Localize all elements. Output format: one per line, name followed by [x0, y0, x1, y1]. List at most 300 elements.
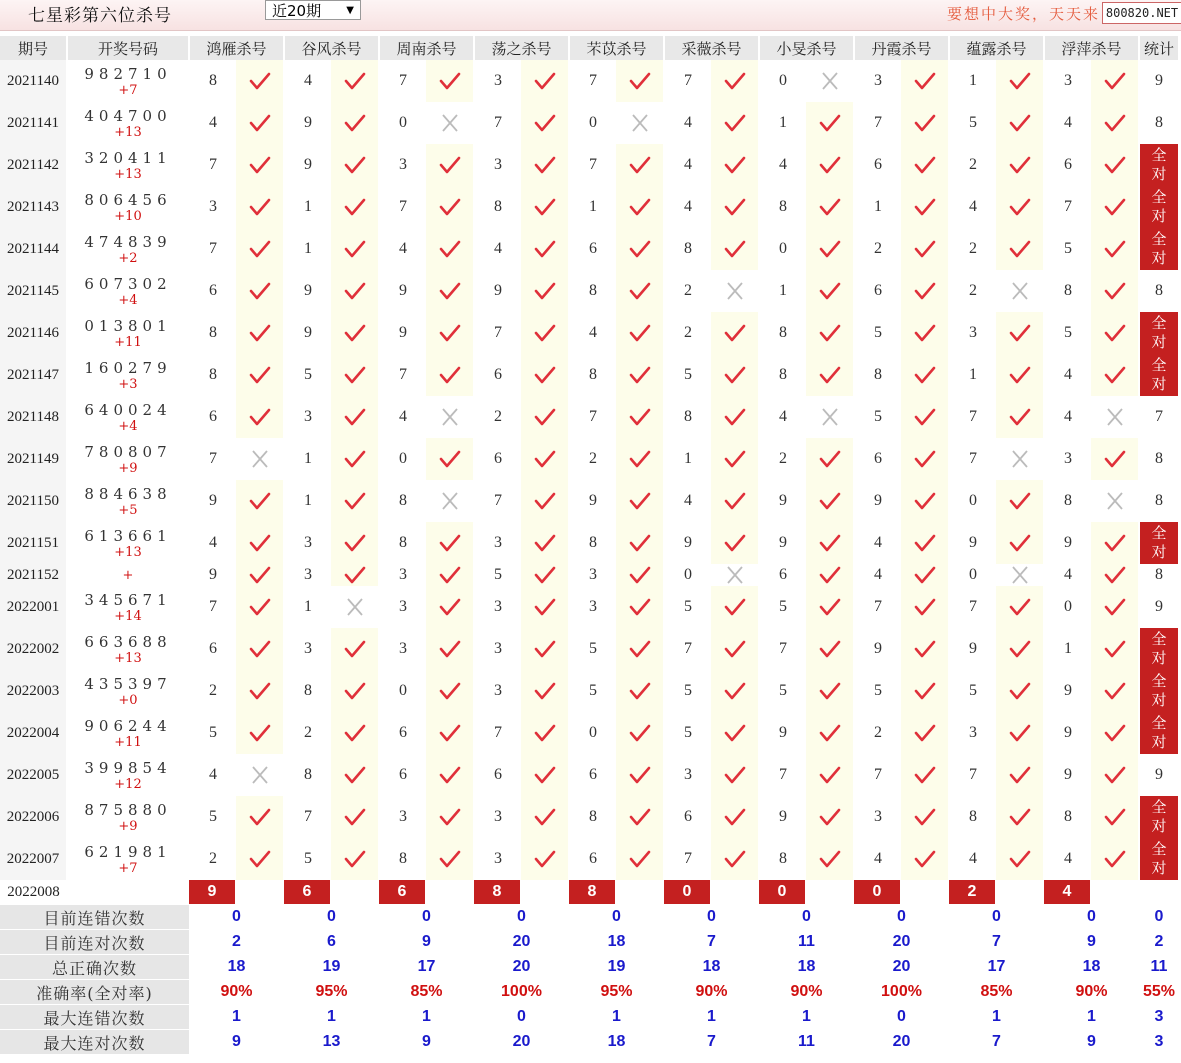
check-icon	[521, 354, 568, 396]
kill-number: 9	[760, 522, 806, 564]
check-icon	[426, 522, 473, 564]
column-header: 谷风杀号	[284, 36, 379, 60]
kill-number: 4	[760, 396, 806, 438]
kill-number: 7	[570, 144, 616, 186]
predictor-cell	[854, 228, 949, 270]
check-icon	[711, 228, 758, 270]
column-header: 周南杀号	[379, 36, 474, 60]
predictor-cell	[379, 396, 474, 438]
check-icon	[901, 838, 948, 880]
predictor-cell	[474, 670, 569, 712]
predictor-cell	[854, 480, 949, 522]
summary-label: 最大连错次数	[0, 1005, 189, 1030]
draw-sum: +9	[118, 461, 138, 476]
summary-value: 0	[1139, 905, 1179, 930]
summary-value: 19	[569, 955, 664, 980]
check-icon	[331, 838, 378, 880]
period-cell: 2021151	[0, 522, 67, 564]
draw-numbers: 607302	[84, 275, 172, 293]
kill-number: 3	[855, 796, 901, 838]
summary-value: 90%	[759, 980, 854, 1005]
kill-number: 3	[285, 564, 331, 586]
predictor-cell	[189, 228, 284, 270]
predictor-cell	[759, 480, 854, 522]
kill-number: 4	[855, 564, 901, 586]
kill-number: 0	[570, 712, 616, 754]
predictor-cell	[759, 312, 854, 354]
table-row	[0, 60, 1179, 102]
summary-value: 1	[759, 1005, 854, 1030]
predictor-cell	[854, 754, 949, 796]
kill-number: 6	[190, 270, 236, 312]
predictor-cell	[189, 60, 284, 102]
kill-number: 3	[190, 186, 236, 228]
predictor-cell	[949, 60, 1044, 102]
draw-numbers: 613661	[84, 527, 172, 545]
draw-cell	[67, 754, 189, 796]
predictor-cell	[474, 144, 569, 186]
cross-icon	[1091, 480, 1138, 522]
summary-value: 7	[949, 930, 1044, 955]
check-icon	[806, 754, 853, 796]
table-row	[0, 522, 1179, 564]
summary-value: 2	[1139, 930, 1179, 955]
kill-number: 9	[570, 480, 616, 522]
check-icon	[616, 586, 663, 628]
kill-number: 1	[950, 354, 996, 396]
check-icon	[996, 354, 1043, 396]
summary-value: 11	[759, 930, 854, 955]
predictor-cell	[759, 60, 854, 102]
summary-value: 9	[1044, 930, 1139, 955]
check-icon	[521, 144, 568, 186]
full-correct-badge: 全对	[1139, 712, 1179, 754]
check-icon	[996, 796, 1043, 838]
cross-icon	[426, 480, 473, 522]
predictor-cell	[759, 586, 854, 628]
check-icon	[1091, 564, 1138, 586]
check-icon	[521, 712, 568, 754]
draw-cell	[67, 60, 189, 102]
full-correct-badge: 全对	[1139, 838, 1179, 880]
kill-number: 3	[285, 396, 331, 438]
predictor-cell	[949, 628, 1044, 670]
summary-value: 0	[284, 905, 379, 930]
kill-number: 7	[475, 102, 521, 144]
kill-number: 7	[190, 438, 236, 480]
predictor-cell	[1044, 480, 1139, 522]
check-icon	[996, 396, 1043, 438]
check-icon	[1091, 712, 1138, 754]
draw-cell	[67, 670, 189, 712]
draw-sum: +4	[118, 419, 138, 434]
draw-cell	[67, 628, 189, 670]
column-header: 鸿雁杀号	[189, 36, 284, 60]
kill-number: 6	[1045, 144, 1091, 186]
predictor-cell	[379, 754, 474, 796]
predictor-cell	[1044, 712, 1139, 754]
check-icon	[616, 712, 663, 754]
predictor-cell	[284, 354, 379, 396]
check-icon	[616, 354, 663, 396]
predictor-cell	[189, 796, 284, 838]
check-icon	[1091, 670, 1138, 712]
check-icon	[521, 102, 568, 144]
kill-number: 7	[855, 586, 901, 628]
predictor-cell	[1044, 628, 1139, 670]
predictor-cell	[569, 270, 664, 312]
predictor-cell	[1044, 838, 1139, 880]
check-icon	[901, 796, 948, 838]
draw-cell	[67, 796, 189, 838]
check-icon	[426, 564, 473, 586]
check-icon	[331, 480, 378, 522]
check-icon	[616, 270, 663, 312]
kill-number: 4	[665, 480, 711, 522]
kill-number: 9	[760, 796, 806, 838]
predictor-cell	[569, 102, 664, 144]
check-icon	[806, 102, 853, 144]
current-kill-cell	[949, 880, 1044, 905]
period-cell: 2021141	[0, 102, 67, 144]
stat-cell: 9	[1139, 60, 1179, 102]
predictor-cell	[664, 796, 759, 838]
predictor-cell	[474, 312, 569, 354]
check-icon	[426, 628, 473, 670]
summary-value: 18	[569, 1030, 664, 1055]
predictor-cell	[379, 438, 474, 480]
summary-value: 17	[379, 955, 474, 980]
kill-number: 4	[190, 754, 236, 796]
predictor-cell	[379, 186, 474, 228]
draw-cell	[67, 312, 189, 354]
current-label: 当前期杀号	[67, 880, 189, 905]
check-icon	[711, 670, 758, 712]
check-icon	[711, 144, 758, 186]
cross-icon	[996, 564, 1043, 586]
check-icon	[616, 312, 663, 354]
kill-number: 0	[380, 670, 426, 712]
summary-value: 1	[569, 1005, 664, 1030]
summary-value: 3	[1139, 1030, 1179, 1055]
predictor-cell	[569, 628, 664, 670]
check-icon	[616, 522, 663, 564]
kill-number: 3	[380, 144, 426, 186]
kill-number: 6	[760, 564, 806, 586]
draw-numbers: 884638	[84, 485, 172, 503]
check-icon	[426, 354, 473, 396]
table-row	[0, 754, 1179, 796]
check-icon	[711, 312, 758, 354]
draw-sum: +4	[118, 293, 138, 308]
check-icon	[521, 186, 568, 228]
period-cell: 2021142	[0, 144, 67, 186]
predictor-cell	[189, 102, 284, 144]
kill-number: 1	[1045, 628, 1091, 670]
check-icon	[1091, 438, 1138, 480]
check-icon	[616, 796, 663, 838]
check-icon	[806, 670, 853, 712]
check-icon	[616, 754, 663, 796]
current-kill-cell	[759, 880, 854, 905]
check-icon	[806, 628, 853, 670]
period-cell: 2021145	[0, 270, 67, 312]
predictor-cell	[759, 838, 854, 880]
predictor-cell	[949, 838, 1044, 880]
period-cell: 2022006	[0, 796, 67, 838]
predictor-cell	[379, 354, 474, 396]
check-icon	[331, 270, 378, 312]
predictor-cell	[1044, 312, 1139, 354]
summary-value: 2	[189, 930, 284, 955]
draw-sum: +7	[118, 83, 138, 98]
draw-numbers: 621981	[84, 843, 172, 861]
kill-number: 7	[665, 838, 711, 880]
predictor-cell	[854, 354, 949, 396]
kill-number: 5	[665, 354, 711, 396]
predictor-cell	[759, 396, 854, 438]
kill-number: 7	[760, 628, 806, 670]
predictor-cell	[284, 438, 379, 480]
kill-number: 8	[665, 396, 711, 438]
predictor-cell	[569, 564, 664, 586]
check-icon	[1091, 754, 1138, 796]
draw-numbers: 806456	[84, 191, 172, 209]
period-cell: 2021152	[0, 564, 67, 586]
kill-number: 8	[760, 312, 806, 354]
summary-value: 100%	[854, 980, 949, 1005]
check-icon	[806, 564, 853, 586]
predictor-cell	[854, 712, 949, 754]
draw-cell	[67, 354, 189, 396]
check-icon	[236, 628, 283, 670]
check-icon	[1091, 522, 1138, 564]
column-header: 期号	[0, 36, 67, 60]
summary-value: 0	[189, 905, 284, 930]
draw-numbers: 474839	[84, 233, 172, 251]
stat-cell: 8	[1139, 564, 1179, 586]
predictor-cell	[284, 144, 379, 186]
current-kill-cell	[569, 880, 664, 905]
kill-number: 3	[570, 564, 616, 586]
kill-number: 7	[665, 628, 711, 670]
kill-number: 7	[665, 60, 711, 102]
predictor-cell	[854, 312, 949, 354]
summary-value: 18	[759, 955, 854, 980]
kill-number: 5	[665, 586, 711, 628]
predictor-cell	[664, 354, 759, 396]
kill-number: 3	[285, 628, 331, 670]
cross-icon	[996, 438, 1043, 480]
check-icon	[616, 480, 663, 522]
kill-number: 9	[665, 522, 711, 564]
kill-number: 5	[190, 712, 236, 754]
check-icon	[996, 838, 1043, 880]
predictor-cell	[1044, 186, 1139, 228]
predictor-cell	[664, 670, 759, 712]
draw-sum: +0	[118, 693, 138, 708]
predictor-cell	[1044, 796, 1139, 838]
check-icon	[996, 186, 1043, 228]
predictor-cell	[284, 186, 379, 228]
draw-sum: +10	[114, 209, 142, 224]
period-cell: 2021146	[0, 312, 67, 354]
kill-number: 2	[950, 228, 996, 270]
check-icon	[616, 838, 663, 880]
table-row	[0, 228, 1179, 270]
kill-number: 8	[190, 354, 236, 396]
check-icon	[616, 144, 663, 186]
kill-number: 6	[855, 144, 901, 186]
kill-number: 8	[950, 796, 996, 838]
predictor-cell	[759, 564, 854, 586]
predictor-cell	[664, 438, 759, 480]
check-icon	[426, 228, 473, 270]
predictor-cell	[759, 228, 854, 270]
draw-cell	[67, 564, 189, 586]
full-correct-badge: 全对	[1139, 354, 1179, 396]
summary-value: 3	[1139, 1005, 1179, 1030]
kill-number: 8	[285, 670, 331, 712]
kill-number: 7	[380, 60, 426, 102]
predictor-cell	[854, 838, 949, 880]
kill-number: 6	[380, 754, 426, 796]
summary-value: 7	[664, 930, 759, 955]
check-icon	[331, 102, 378, 144]
summary-value: 1	[664, 1005, 759, 1030]
predictor-cell	[1044, 586, 1139, 628]
kill-number: 3	[380, 628, 426, 670]
check-icon	[711, 754, 758, 796]
predictor-cell	[379, 522, 474, 564]
predictor-cell	[569, 438, 664, 480]
cross-icon	[1091, 396, 1138, 438]
check-icon	[711, 838, 758, 880]
current-kill-cell	[379, 880, 474, 905]
kill-number: 6	[665, 796, 711, 838]
kill-number: 6	[855, 438, 901, 480]
predictor-cell	[949, 354, 1044, 396]
kill-number: 8	[760, 354, 806, 396]
check-icon	[331, 60, 378, 102]
predictor-cell	[664, 396, 759, 438]
kill-number: 0	[950, 564, 996, 586]
cross-icon	[426, 102, 473, 144]
kill-number: 1	[285, 480, 331, 522]
period-cell: 2022005	[0, 754, 67, 796]
summary-value: 95%	[284, 980, 379, 1005]
column-header: 丹霞杀号	[854, 36, 949, 60]
kill-number: 8	[190, 60, 236, 102]
predictor-cell	[1044, 144, 1139, 186]
kill-number: 5	[285, 354, 331, 396]
kill-number: 3	[665, 754, 711, 796]
check-icon	[331, 438, 378, 480]
check-icon	[806, 144, 853, 186]
check-icon	[901, 144, 948, 186]
predictor-cell	[949, 712, 1044, 754]
predictor-cell	[474, 712, 569, 754]
dropdown-arrow-icon: ▼	[346, 5, 354, 16]
kill-number: 3	[380, 586, 426, 628]
kill-number: 5	[855, 670, 901, 712]
check-icon	[1091, 102, 1138, 144]
predictor-cell	[284, 564, 379, 586]
period-select[interactable]	[265, 0, 361, 20]
kill-number: 4	[380, 228, 426, 270]
summary-value: 18	[189, 955, 284, 980]
kill-number: 8	[475, 186, 521, 228]
stat-cell: 8	[1139, 102, 1179, 144]
kill-number: 9	[285, 102, 331, 144]
draw-sum: +9	[118, 819, 138, 834]
summary-label: 总正确次数	[0, 955, 189, 980]
kill-number: 5	[285, 838, 331, 880]
summary-value: 18	[1044, 955, 1139, 980]
kill-number: 7	[190, 586, 236, 628]
draw-cell	[67, 480, 189, 522]
predictor-cell	[949, 754, 1044, 796]
predictor-cell	[854, 796, 949, 838]
draw-sum: +13	[114, 651, 142, 666]
kill-number: 1	[950, 60, 996, 102]
kill-number: 9	[190, 564, 236, 586]
draw-numbers: 780807	[84, 443, 172, 461]
predictor-cell	[949, 564, 1044, 586]
predictor-cell	[379, 628, 474, 670]
check-icon	[236, 396, 283, 438]
kill-number: 4	[285, 60, 331, 102]
summary-value: 11	[759, 1030, 854, 1055]
kill-number: 7	[1045, 186, 1091, 228]
check-icon	[1091, 354, 1138, 396]
summary-value: 90%	[1044, 980, 1139, 1005]
check-icon	[426, 270, 473, 312]
predictor-cell	[759, 754, 854, 796]
table-row	[0, 354, 1179, 396]
predictor-cell	[189, 438, 284, 480]
check-icon	[236, 144, 283, 186]
check-icon	[521, 522, 568, 564]
kill-number: 5	[855, 396, 901, 438]
kill-number: 3	[475, 628, 521, 670]
draw-numbers: 906244	[84, 717, 172, 735]
draw-sum: +13	[114, 545, 142, 560]
kill-number: 4	[760, 144, 806, 186]
full-correct-badge: 全对	[1139, 522, 1179, 564]
kill-number: 7	[570, 396, 616, 438]
predictor-cell	[854, 144, 949, 186]
check-icon	[426, 60, 473, 102]
kill-number: 3	[475, 60, 521, 102]
period-cell: 2022007	[0, 838, 67, 880]
kill-number: 0	[380, 102, 426, 144]
kill-number: 6	[570, 838, 616, 880]
check-icon	[711, 102, 758, 144]
period-cell: 2022004	[0, 712, 67, 754]
site-badge[interactable]: 800820.NET	[1102, 2, 1181, 24]
check-icon	[996, 670, 1043, 712]
kill-number: 7	[475, 312, 521, 354]
predictor-cell	[284, 480, 379, 522]
check-icon	[236, 270, 283, 312]
draw-sum: +7	[118, 861, 138, 876]
kill-number: 9	[1045, 670, 1091, 712]
check-icon	[901, 480, 948, 522]
kill-number: 6	[475, 354, 521, 396]
predictor-cell	[284, 586, 379, 628]
current-kill-cell	[189, 880, 284, 905]
